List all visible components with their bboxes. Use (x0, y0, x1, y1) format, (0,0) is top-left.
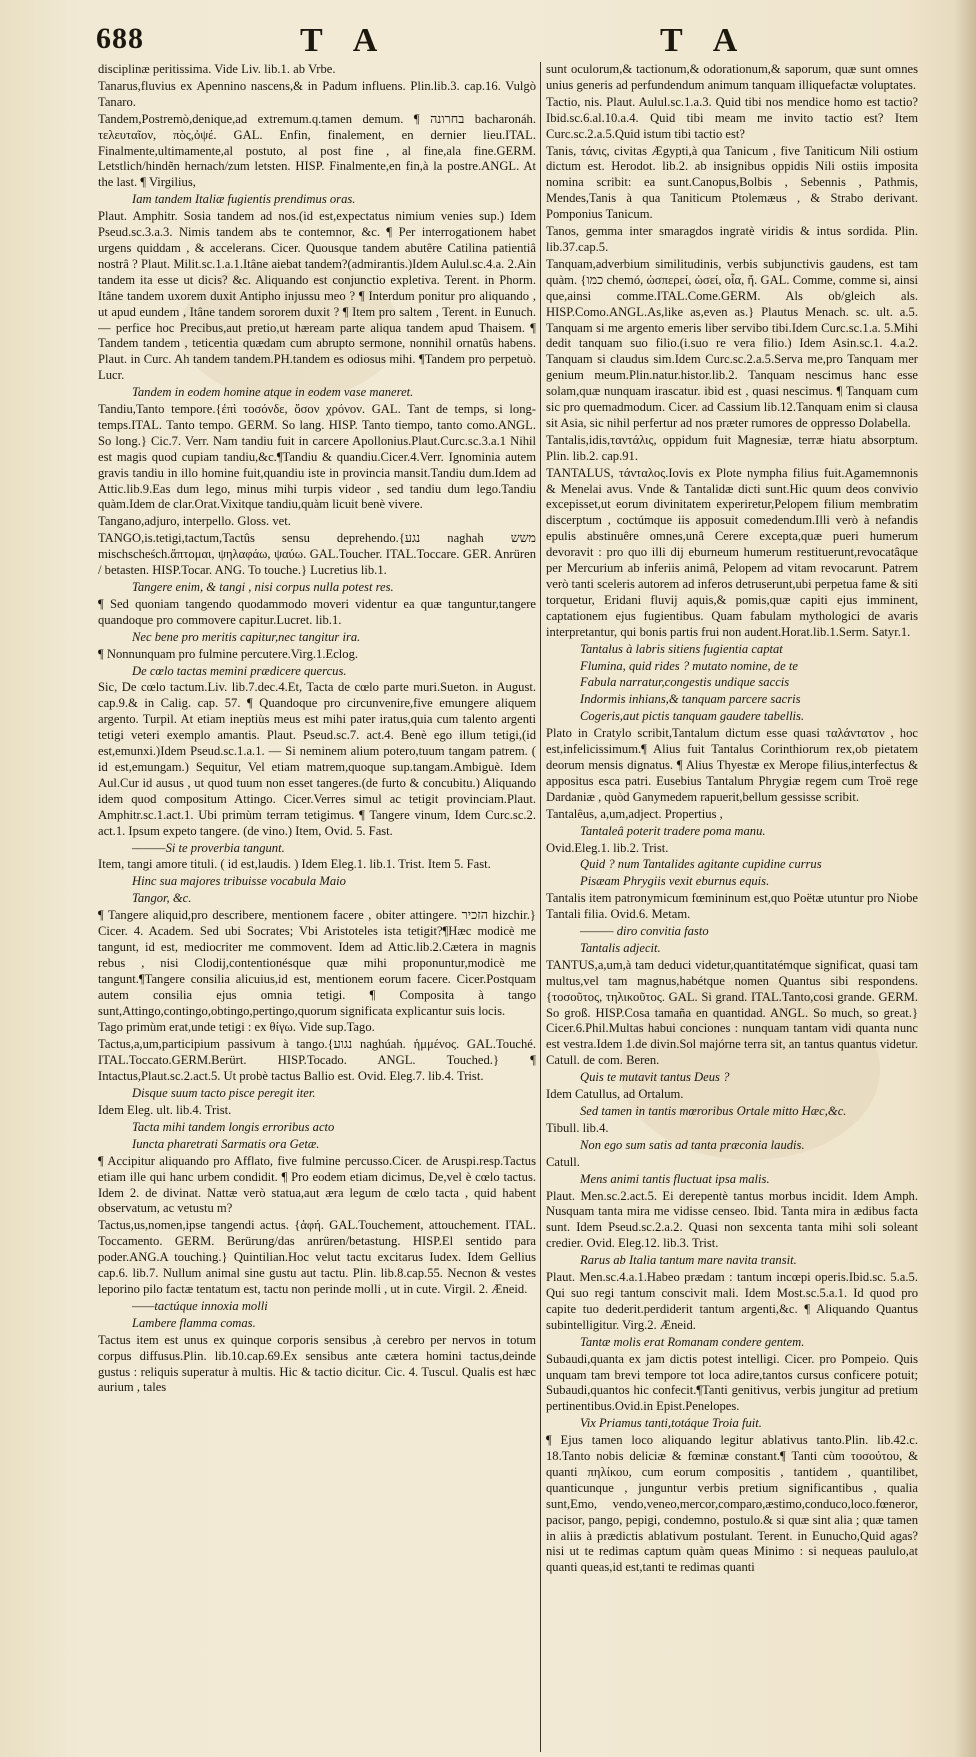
dictionary-entry: ¶ Accipitur aliquando pro Afflato, five fulmine percusso.Cicer. de Aruspi.resp.Tactus etiam ille qui hanc urbem condidit. ¶ Pro eodem etiam dicimus, De,vel è cœlo tactus. Idem 2. de divinat. Nattæ verò statua,aut æra legum de cœlo tacta , quid habent observatum, ac vetustu m? (98, 1153, 536, 1216)
dictionary-entry: sunt oculorum,& tactionum,& odorationum,& saporum, quæ sunt omnes unius generis ad perfundendum animum tanquam illiquefactæ voluptates. (546, 62, 918, 92)
dictionary-entry: Tantalis,idis,ταντάλις, oppidum fuit Magnesiæ, terræ hiatu absorptum. Plin. lib.2. cap.91. (546, 432, 918, 463)
dictionary-entry: Tibull. lib.4. (546, 1120, 609, 1135)
verse-quote: Iam tandem Italiæ fugientis prendimus oras. (132, 192, 356, 207)
verse-quote: Pisæam Phrygiis vexit eburnus equis. (580, 874, 770, 889)
verse-quote: ——— diro convitia fasto (580, 924, 709, 939)
verse-quote: Tantaleâ poterit tradere poma manu. (580, 823, 766, 838)
dictionary-entry: Idem Catullus, ad Ortalum. (546, 1087, 684, 1102)
dictionary-entry: Tactus,a,um,participium passivum à tango.{נגוע naghúah. ἡμμένος. GAL.Touché. ITAL.Toccato.GERM.Berürt. HISP.Tocado. ANGL. Touched.} ¶ Intactus,Plaut.sc.2.act.5. Ut probè tactus Ballio est. Ovid. Eleg.7. lib.4. Trist. (98, 1037, 536, 1084)
binding-shadow (954, 0, 976, 1757)
dictionary-entry: Tactio, nis. Plaut. Aulul.sc.1.a.3. Quid tibi nos mendice homo est tactio? Ibid.sc.6.al.10.a.4. Quid tibi meam me invito tactio est? Item Curc.sc.2.a.5.Quid istum tibi tactio est? (546, 94, 918, 141)
verse-quote: Hinc sua majores tribuisse vocabula Maio (132, 874, 346, 889)
verse-quote: Flumina, quid rides ? mutato nomine, de te (580, 658, 798, 673)
dictionary-entry: Tangano,adjuro, interpello. Gloss. vet. (98, 514, 291, 529)
left-running-head: T A (300, 22, 390, 59)
right-column (546, 62, 918, 1742)
verse-quote: Tantalis adjecit. (580, 940, 661, 955)
verse-quote: Disque suum tacto pisce peregit iter. (132, 1086, 316, 1101)
dictionary-entry: ¶ Nonnunquam pro fulmine percutere.Virg.1.Eclog. (98, 646, 359, 661)
dictionary-entry: ¶ Ejus tamen loco aliquando legitur ablativus tanto.Plin. lib.42.c. 18.Tanto nobis deliciæ & fœminæ constant.¶ Tanti cùm τοσούτου, & quanti πηλίκου, cum eorum compositis , tantidem , quantilibet, quanticunque , junguntur verbis pretium significantibus , qualia sunt,Emo, vendo,veneo,mercor,comparo,æstimo,conduco,loco.fœneror, pacisor, pango, pepigi, condemno, postulo.& si quæ sint alia ; quæ tamen in aliis à prædictis ablativum postulant. Terent. in Eunucho,Quid agas? nisi ut te redimas captum quàm queas Minimo : si nequeas paululo,at quanti queas,id est,tanti te redimas quanti (546, 1433, 918, 1575)
verse-quote: Tantæ molis erat Romanam condere gentem. (580, 1334, 805, 1349)
dictionary-entry: Tanquam,adverbium similitudinis, verbis subjunctivis gaudens, est tam quàm. {כמו chemó, ὡσπερεί, ὡσεί, οἷα, ἤ. GAL. Comme, comme si, ainsi que,ainsi comme.ITAL.Come.GERM. Als ob/gleich als. HISP.Como.ANGL.As,like as,even as.} Plautus Menach. sc. ult. a.5. Tanquam si me argento emeris liber servibo tibi.Idem Curc.sc.1.a. 5.Mihi dedit tanquam suo filio.(i.suo re vera filio.) Idem Asin.sc.1. 4.a.2. Tanquam si claudus sim.Idem Curc.sc.2.a.5.Serva me,pro Tanquam mer genium meum.Plin.natur.histor.lib.2. Tanquam nescimus hanc esse solam,quæ nunquam irascatur. ibid est , quasi nescimus. ¶ Tanquam cum sic pro quemadmodum. Cicer. ad Cassium lib.12.Tanquam enim si clausa sit Asia, sic nihil perfertur ad nos præter rumores de oppresso Dolabella. (546, 256, 918, 430)
dictionary-entry: Plato in Cratylo scribit,Tantalum dictum esse quasi ταλάντατον , hoc est,infelicissimum.¶ Alius fuit Tantalus Corinthiorum rex,ob pietatem deorum mensis dignatus. ¶ Alius Thyestæ ex Merope filius,interfectus & appositus esca patri. Eusebius Tantalum Phrygiæ regem cum Troë rege Dardaniæ , quòd Ganymedem rapuerit,bellum gessisse scribit. (546, 726, 918, 804)
dictionary-entry: Tago primùm erat,unde tetigi : ex θίγω. Vide sup.Tago. (98, 1020, 375, 1035)
right-running-head: T A (660, 22, 750, 59)
left-column (98, 62, 536, 1742)
dictionary-entry: ¶ Sed quoniam tangendo quodammodo moveri videntur ea quæ tanguntur,tangere quandoque pro commovere capitur.Lucret. lib.1. (98, 596, 536, 627)
verse-quote: Sed tamen in tantis mœroribus Ortale mitto Hæc,&c. (580, 1104, 847, 1118)
dictionary-entry: Tandem,Postremò,denique,ad extremum.q.tamen demum. ¶ בחרונה bacharonáh. τελευταῖον, πὸς,ὀψέ. GAL. Enfin, finalement, en dernier lieu.ITAL. Finalmente,ultimamente,al postuto, al post fine , al fine,ala fine.GERM. Letstlich/hindẽn hernach/zum letsten. HISP. Finalmente,en fin,à la postre.ANGL. At the last. ¶ Virgilius, (98, 111, 536, 190)
dictionary-entry: TANTALUS, τάνταλος.Iovis ex Plote nympha filius fuit.Agamemnonis & Menelai avus. Vnde & Tantalidæ dicti sunt.Hic quum deos convivio excepisset,ut eorum divinitatem experiretur,Pelopem filium membratim discerptum , coctúmque iis apposuit comedendum.Illi verò à nefandis epulis abstinuêre omnes,unâ Cerere excepta,quæ pueri humerum devoravit : pro quo illi dij eburneum humerum restituerunt,revocatâque per Mercurium ab inferiis animâ, Pelopem ad vitam revocarunt. Patrem verò tanti sceleris autorem ad inferos detruserunt,ubi perpetua fame & siti torquetur, Eridani fluvij aquis,& pomis,quæ capiti ejus imminent, captationem ejus fugientibus. Quam fabulam mythologici de avaris interpretantur, qui bonis partis frui non audent.Horat.lib.1.Serm. Satyr.1. (546, 465, 918, 639)
dictionary-entry: Item, tangi amore tituli. ( id est,laudis. ) Idem Eleg.1. lib.1. Trist. Item 5. Fast. (98, 857, 491, 872)
verse-quote: Fabula narratur,congestis undique saccis (580, 675, 790, 690)
verse-quote: Tacta mihi tandem longis erroribus acto (132, 1119, 335, 1134)
dictionary-entry: ¶ Tangere aliquid,pro describere, mentionem facere , obiter attingere. הזכיר hizchir.} Cicer. 4. Academ. Sed ubi Socrates; Vbi Aristoteles ista tetigit?¶Hæc modicè me tangunt, id est, mediocriter me commovent. Idem ad Attic.lib.2.Cætera in magnis rebus , nisi Clodij,contentionésque quæ mihi proponuntur,modicè me tangunt.¶Tangere consilia alicuius,id est, mentionem eorum facere. Cicer.Postquam autem consilia ejus omnia tetigi. ¶ Composita à tango sunt,Attingo,contingo,obtingo,pertingo,quorum significata explicantur suis locis. (98, 908, 536, 1018)
verse-quote: Quid ? num Tantalides agitante cupidine currus (580, 857, 822, 872)
verse-quote: Tantalus à labris sitiens fugientia captat (580, 641, 783, 656)
dictionary-entry: Tactus item est unus ex quinque corporis sensibus ,à cerebro per nervos in totum corpus diffusus.Plin. lib.10.cap.69.Ex sensibus ante cætera homini tactus,deinde gustus : reliquis superatur à multis. Hic & tactio dicitur. Cic. 4. Tuscul. Qualis est hæc aurium , tales (98, 1332, 536, 1395)
dictionary-entry: Tanarus,fluvius ex Apennino nascens,& in Padum influens. Plin.lib.3. cap.16. Vulgò Tanaro. (98, 78, 536, 109)
verse-quote: Mens animi tantis fluctuat ipsa malis. (580, 1171, 770, 1186)
verse-quote: Lambere flamma comas. (132, 1315, 256, 1330)
verse-quote: De cœlo tactas memini prædicere quercus. (132, 663, 347, 678)
page-number: 688 (96, 22, 144, 55)
dictionary-entry: Plaut. Amphitr. Sosia tandem ad nos.(id est,expectatus nimium venies sup.) Idem Pseud.sc.3.a.3. Nimis tandem abs te contemnor, &c. ¶ Per interrogationem habet urgens quiddam , & accelerans. Cicer. Quousque tandem abutêre Catilina patientiâ nostrâ ? Plaut. Milit.sc.1.a.1.Itâne aiebat tandem?(admirantis.)Idem Aulul.sc.4.a. 2.Ain tandem ita esse ut dicis? &c. Aliquando est conjunctio expletiva. Terent. in Phorm. Itâne tandem uxorem duxit Antipho injussu meo ? ¶ Interdum ponitur pro aliquando , ut apud eundem , Itâne tandem sororem duxit ? ¶ Item pro saltem , Terent. in Eunuch. — perfice hoc Precibus,aut pretio,ut hæream parte aliqua tandem apud Thaisem. ¶ Tandem tandem , teticentia quædam cum abrupto sermone, nonnihil ornatûs habens. Plaut. in Curc. Ah tandem tandem.PH.tandem es odiosus mihi. ¶Tandem pro perpetuò. Lucr. (98, 209, 536, 383)
verse-quote: Tandem in eodem homine atque in eodem vase maneret. (132, 385, 414, 400)
verse-quote: Tangor, &c. (132, 891, 192, 906)
dictionary-entry: Tanis, τάνις, civitas Ægypti,à qua Tanicum , five Taniticum Nili ostium dictum est. Herodot. lib.2. ab insignibus oppidis Nili ostiis imposita nomina scribit: ea sunt.Canopus,Bolbis , Sebennis , Pathmis, Mendes,Tanis à qua Taniticum Ptolemæus , & Strabo derivant. Pomponius Tanicum. (546, 143, 918, 222)
dictionary-entry: Plaut. Men.sc.4.a.1.Habeo prædam : tantum incœpi operis.Ibid.sc. 5.a.5. Qui suo regi tantum conscivit mali. Idem Most.sc.5.a.1. Id quod pro capite tuo dederit.perdiderit tantum argenti,&c. ¶ Aliquando Quantus subintelligitur. Virg.2. Æneid. (546, 1270, 918, 1332)
column-rule (540, 62, 541, 1752)
dictionary-entry: Tantalis item patronymicum fœmininum est,quo Poëtæ utuntur pro Niobe Tantali filia. Ovid.6. Metam. (546, 891, 918, 922)
verse-quote: Indormis inhians,& tanquam parcere sacris (580, 692, 801, 707)
verse-quote: Non ego sum satis ad tanta præconia laudis. (580, 1137, 805, 1152)
dictionary-entry: Idem Eleg. ult. lib.4. Trist. (98, 1103, 232, 1117)
verse-quote: Vix Priamus tanti,totáque Troia fuit. (580, 1416, 762, 1431)
verse-quote: Quis te mutavit tantus Deus ? (580, 1070, 730, 1085)
dictionary-entry: Ovid.Eleg.1. lib.2. Trist. (546, 840, 669, 855)
dictionary-entry: TANTUS,a,um,à tam deduci videtur,quantitatémque significat, quasi tam multus,vel tam magnus,habétque nomen Quantus sibi respondens. {τοσοῦτος, τηλικοῦτος. GAL. Si grand. ITAL.Tanto,cosi grande. GERM. So groß. HISP.Cosa tamaña en quantidad. ANGL. So much, so great.} Cicer.6.Phil.Multas habui conciones : nunquam tantam vidi quanta nunc est vestra.Idem 1.de divin.Sol majórne terra sit, an tantus quantus videtur. Catull. de com. Beren. (546, 957, 918, 1068)
dictionary-entry: TANGO,is.tetigi,tactum,Tactûs sensu deprehendo.{נגע naghah משש mischscheśch.ἅπτομαι, ψηλαφάω, ψαύω. GAL.Toucher. ITAL.Toccare. GER. Anrüren / betasten. HISP.Tocar. ANG. To touche.} Lucretius lib.1. (98, 531, 536, 578)
page-header (0, 10, 976, 59)
dictionary-entry: Tanos, gemma inter smaragdos ingratè viridis & intus sordida. Plin. lib.37.cap.5. (546, 224, 918, 254)
dictionary-entry: Tandiu,Tanto tempore.{ἐπὶ τοσόνδε, ὅσον χρόνον. GAL. Tant de temps, si long-temps.ITAL. Tanto tempo. GERM. So lang. HISP. Tanto tiempo, tanto como.ANGL. So long.} Cic.7. Verr. Nam tandiu fuit in carcere Apollonius.Plaut.Curc.sc.3.a.1 Nihil est magis quod cupiam tandiu,&c.¶Tandiu & quandiu.Cicer.4.Verr. Ignominia autem gravis tandiu in illo homine fuit,quandiu iste in provincia mansit.Tandiu dum.Idem ad Attic.lib.9.Eas dum lego, minus mihi turpis videor , sed tandiu dum lego.Tandiu quàm.Idem de clar.Orat.Vixitque tandiu,quàm licuit benè vivere. (98, 402, 536, 512)
dictionary-entry: Tantalêus, a,um,adject. Propertius , (546, 806, 723, 821)
verse-quote: Iuncta pharetrati Sarmatis ora Getæ. (132, 1136, 320, 1151)
verse-quote: ———Si te proverbia tangunt. (132, 840, 285, 855)
dictionary-entry: Sic, De cœlo tactum.Liv. lib.7.dec.4.Et, Tacta de cœlo parte muri.Sueton. in August. cap.9.& in Calig. cap. 57. ¶ Quandoque pro circunvenire,five emungere aliquem argento. Turpil. At etiam ineptiùs meus est mihi pater iratus,quia cum talento argenti tetigi veteri exemplo amantis. Plaut. Pseud.sc.7. act.4. Benè ego illum tetigi,(id est,emunxi.)Idem Pseud.sc.1.a.1. — Si neminem alium potero,tuum tangam patrem. ( id est,emungam.) Sequitur, Vel etiam matrem,quoque sup.tangam.Ambiguè. Idem Aul.Cur id ausus , ut quod tuum non esset tangeres.(de furto & concubitu.) Aliquando idem quod compositum Attingo. Cicer.Verres simul ac tetigit provinciam.Plaut. Amphitr.sc.1.act.1. Ubi primùm terram tetigimus. ¶ Tangere vinum, Idem Curc.sc.2. act.1. Ipsum expeto tangere. (de vino.) Item, Ovid. 5. Fast. (98, 680, 536, 838)
verse-quote: Cogeris,aut pictis tanquam gaudere tabellis. (580, 709, 805, 724)
dictionary-entry: Subaudi,quanta ex jam dictis potest intelligi. Cicer. pro Pompeio. Quis unquam tam brevi tempore tot loca adire,tantos cursus conficere potuit; Subaudi,quantos hic confecit.¶Tanti genitivus, verbis jungitur ad pretium pertinentibus.Ovid.in Epist.Penelopes. (546, 1351, 918, 1414)
verse-quote: Rarus ab Italia tantum mare navita transit. (580, 1253, 797, 1268)
verse-quote: Tangere enim, & tangi , nisi corpus nulla potest res. (132, 580, 394, 594)
dictionary-entry: Plaut. Men.sc.2.act.5. Ei derepentè tantus morbus incidit. Idem Amph. Nusquam tanta mira me vidisse censeo. Ibid. Tanta mira in ædibus facta sunt. Idem Pseud.sc.2.a.2. Quasi non sexcenta tanta mihi soli soleant credier. Ovid. Eleg.12. lib.3. Trist. (546, 1188, 918, 1251)
verse-quote: Nec bene pro meritis capitur,nec tangitur ira. (132, 629, 361, 644)
dictionary-entry: Tactus,us,nomen,ipse tangendi actus. {ἁφή. GAL.Touchement, attouchement. ITAL. Toccamento. GERM. Berürung/das anrüren/betastung. HISP.El sentido para poder.ANG.A touching.} Quintilian.Hoc velut tactu excitarus Iudex. Idem Gellius cap.6. lib.7. Nullum animal sine gustu aut tactu. Plin. lib.8.cap.55. Necnon & vestes leporino pilo factæ tentatum est, tactu non perinde molli , ut in cute. Virgil. 2. Æneid. (98, 1218, 536, 1296)
dictionary-entry: disciplinæ peritissima. Vide Liv. lib.1. ab Vrbe. (98, 62, 336, 76)
dictionary-entry: Catull. (546, 1154, 580, 1169)
verse-quote: ——tactúque innoxia molli (132, 1298, 268, 1313)
